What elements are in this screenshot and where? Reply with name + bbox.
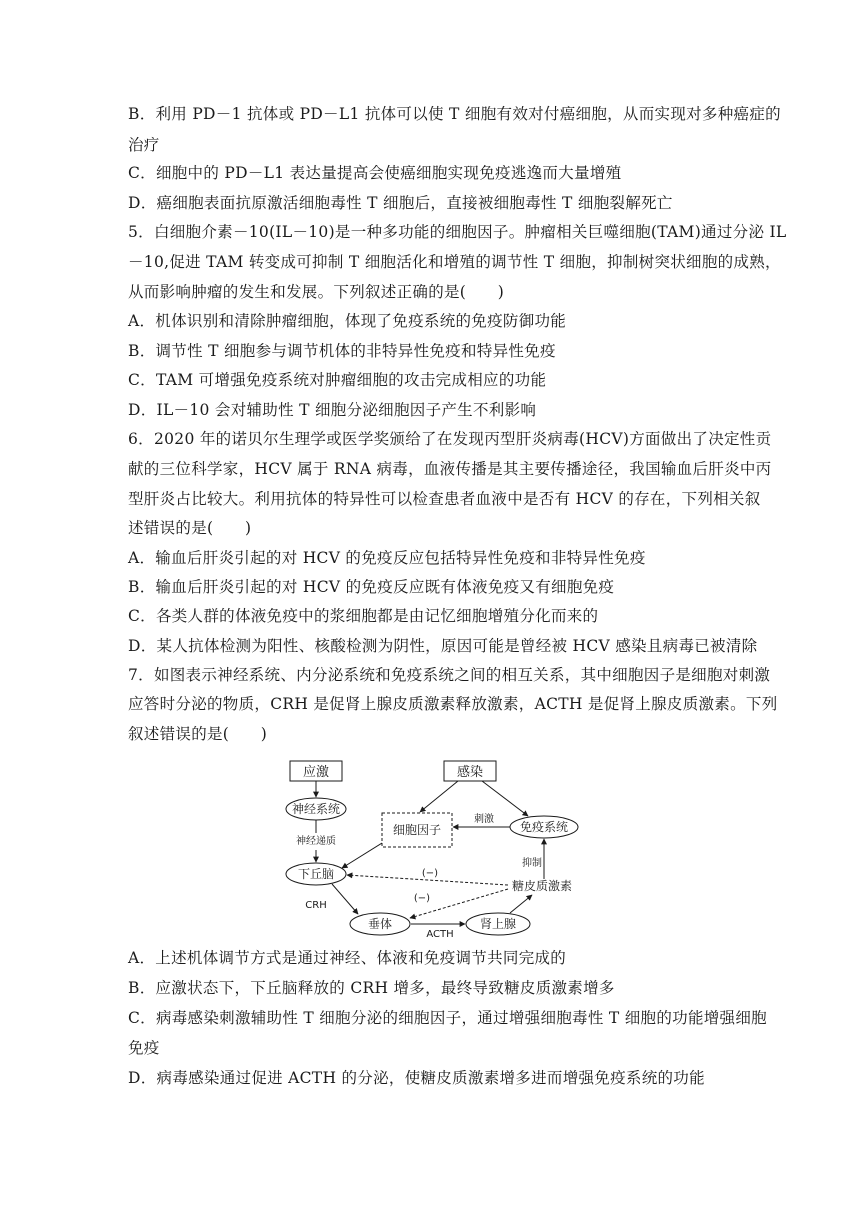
- immune-system-label: 免疫系统: [519, 820, 569, 834]
- q7-option-c-line2: 免疫: [128, 1039, 160, 1057]
- nervous-system-label: 神经系统: [291, 802, 341, 816]
- q4-option-b-line2: 治疗: [128, 136, 160, 154]
- q6-option-b: B．输血后肝炎引起的对 HCV 的免疫反应既有体液免疫又有细胞免疫: [128, 578, 615, 596]
- q6-option-d: D．某人抗体检测为阳性、核酸检测为阴性，原因可能是曾经被 HCV 感染且病毒已被清除: [128, 637, 758, 655]
- q7-stem-line1: 7．如图表示神经系统、内分泌系统和免疫系统之间的相互关系，其中细胞因子是细胞对刺激: [128, 666, 771, 684]
- q5-option-d: D．IL－10 会对辅助性 T 细胞分泌细胞因子产生不利影响: [128, 401, 537, 419]
- q5-option-c: C．TAM 可增强免疫系统对肿瘤细胞的攻击完成相应的功能: [128, 371, 547, 389]
- q6-stem-line2: 献的三位科学家，HCV 属于 RNA 病毒，血液传播是其主要传播途径，我国输血后肝炎中丙: [128, 460, 772, 478]
- crh-label: CRH: [305, 900, 327, 911]
- inhibit-label: 抑制: [522, 858, 542, 869]
- q4-option-b-line1: B．利用 PD－1 抗体或 PD－L1 抗体可以使 T 细胞有效对付癌细胞，从而实现对多种癌症的: [128, 105, 781, 123]
- arrow-hypothalamus-to-pituitary: [332, 884, 358, 914]
- q5-stem-line2: －10,促进 TAM 转变成可抑制 T 细胞活化和增殖的调节性 T 细胞，抑制树突状细胞的成熟，: [128, 253, 781, 271]
- q7-option-b: B．应激状态下，下丘脑释放的 CRH 增多，最终导致糖皮质激素增多: [128, 979, 615, 997]
- neurotransmitter-label: 神经递质: [296, 836, 336, 847]
- negative-label-2: (−): [413, 893, 431, 904]
- q7-option-d: D．病毒感染通过促进 ACTH 的分泌，使糖皮质激素增多进而增强免疫系统的功能: [128, 1069, 705, 1087]
- acth-label: ACTH: [426, 929, 454, 940]
- cytokine-label: 细胞因子: [392, 823, 442, 837]
- q6-option-c: C．各类人群的体液免疫中的浆细胞都是由记忆细胞增殖分化而来的: [128, 607, 599, 625]
- q5-stem-line3: 从而影响肿瘤的发生和发展。下列叙述正确的是( ): [128, 283, 505, 301]
- negative-label-1: (−): [421, 868, 439, 879]
- q7-stem-line3: 叙述错误的是( ): [128, 725, 268, 743]
- arrow-infection-to-immune: [482, 781, 528, 816]
- regulation-diagram: [270, 755, 600, 945]
- q7-option-c-line1: C．病毒感染刺激辅助性 T 细胞分泌的细胞因子，通过增强细胞毒性 T 细胞的功能增强细胞: [128, 1009, 767, 1027]
- q4-option-d: D．癌细胞表面抗原激活细胞毒性 T 细胞后，直接被细胞毒性 T 细胞裂解死亡: [128, 194, 673, 212]
- arrow-adrenal-to-glucocorticoid: [510, 895, 532, 913]
- glucocorticoid-label: 糖皮质激素: [511, 879, 573, 893]
- infection-label: 感染: [456, 765, 484, 780]
- stimulate-label: 刺激: [474, 814, 494, 825]
- q7-option-a: A．上述机体调节方式是通过神经、体液和免疫调节共同完成的: [128, 949, 567, 967]
- q7-stem-line2: 应答时分泌的物质，CRH 是促肾上腺皮质激素释放激素，ACTH 是促肾上腺皮质激素。下列: [128, 695, 778, 713]
- q6-stem-line4: 述错误的是( ): [128, 519, 252, 537]
- q5-stem-line1: 5．白细胞介素－10(IL－10)是一种多功能的细胞因子。肿瘤相关巨噬细胞(TAM)通过分泌 IL: [128, 223, 787, 241]
- q4-option-c: C．细胞中的 PD－L1 表达量提高会使癌细胞实现免疫逃逸而大量增殖: [128, 164, 622, 182]
- arrow-cytokine-to-hypothalamus: [342, 843, 382, 868]
- q5-option-a: A．机体识别和清除肿瘤细胞，体现了免疫系统的免疫防御功能: [128, 312, 567, 330]
- stress-label: 应激: [302, 765, 330, 780]
- q5-option-b: B．调节性 T 细胞参与调节机体的非特异性免疫和特异性免疫: [128, 342, 556, 360]
- pituitary-label: 垂体: [367, 917, 393, 931]
- adrenal-label: 肾上腺: [479, 917, 517, 931]
- q6-option-a: A．输血后肝炎引起的对 HCV 的免疫反应包括特异性免疫和非特异性免疫: [128, 549, 646, 567]
- hypothalamus-label: 下丘脑: [297, 867, 335, 881]
- q6-stem-line3: 型肝炎占比较大。利用抗体的特异性可以检查患者血液中是否有 HCV 的存在，下列相关叙: [128, 490, 761, 508]
- arrow-infection-to-cytokine: [420, 781, 458, 812]
- q6-stem-line1: 6．2020 年的诺贝尔生理学或医学奖颁给了在发现丙型肝炎病毒(HCV)方面做出了决定性贡: [128, 430, 772, 448]
